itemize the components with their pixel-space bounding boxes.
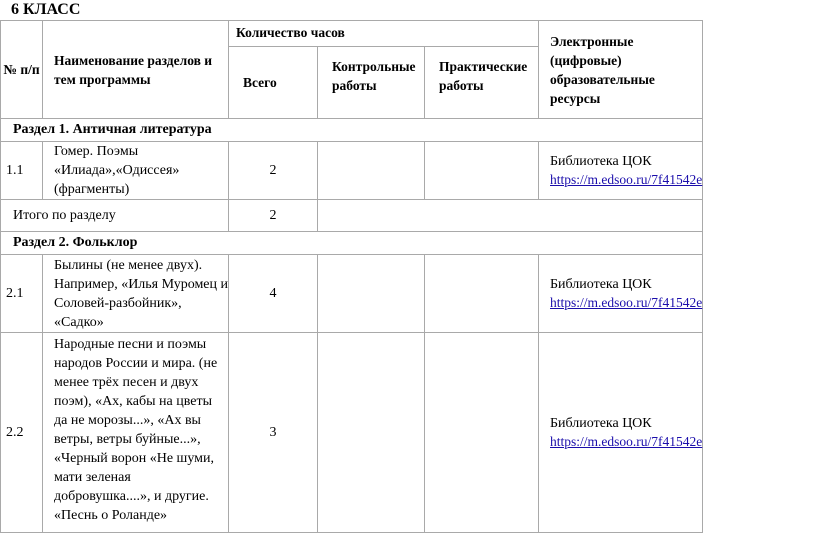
row-practical [425,255,539,333]
header-name-label: Наименование разделов и тем программы [54,52,213,87]
section-total-row [1,200,703,232]
resource-title: Библиотека ЦОК [550,415,652,431]
resource-link[interactable]: https://m.edsoo.ru/7f41542e [550,171,703,187]
row-practical [425,142,539,200]
table-row [1,142,703,200]
resource-title: Библиотека ЦОК [550,276,652,292]
row-resource [539,255,703,333]
resource-link[interactable]: https://m.edsoo.ru/7f41542e [550,294,703,310]
section-row [1,232,703,255]
section-title: Раздел 2. Фольклор [1,232,703,255]
row-total: 3 [229,333,318,533]
row-control [318,142,425,200]
header-total-label: Всего [243,75,277,90]
row-control [318,255,425,333]
class-heading: 6 КЛАСС [11,1,81,18]
row-practical [425,333,539,533]
header-total [229,47,318,119]
header-name [43,21,229,119]
header-resources-label: Электронные (цифровые) образовательные ресурсы [550,33,655,106]
row-name: Былины (не менее двух). Например, «Илья Муромец и Соловей-разбойник», «Садко» [43,255,229,333]
row-name: Гомер. Поэмы «Илиада»,«Одиссея» (фрагменты) [43,142,229,200]
row-total: 4 [229,255,318,333]
header-hours [229,21,539,47]
header-control [318,47,425,119]
resource-link[interactable]: https://m.edsoo.ru/7f41542e [550,433,703,449]
section-row [1,119,703,142]
header-practical [425,47,539,119]
resource-title: Библиотека ЦОК [550,153,652,169]
section-total-label: Итого по разделу [1,200,229,232]
header-hours-label: Количество часов [236,25,345,40]
header-num-label: № п/п [3,62,40,77]
row-num: 2.2 [1,333,43,533]
header-control-label: Контрольные работы [332,59,416,93]
table-row [1,333,703,533]
row-control [318,333,425,533]
table-row [1,255,703,333]
section-title: Раздел 1. Античная литература [1,119,703,142]
header-resources [539,21,703,119]
row-num: 1.1 [1,142,43,200]
row-num: 2.1 [1,255,43,333]
row-resource [539,142,703,200]
section-total-empty [318,200,703,232]
row-resource [539,333,703,533]
row-name: Народные песни и поэмы народов России и мира. (не менее трёх песен и двух поэм), «Ах, кабы на цветы да не морозы...», «Ах вы ветры, ветры буйные...», «Черный ворон «Не шуми, мати зеленая добровушка....», и другие. «Песнь о Роланде» [43,333,229,533]
section-total-value: 2 [229,200,318,232]
header-num [1,21,43,119]
header-practical-label: Практические работы [439,59,528,93]
row-total: 2 [229,142,318,200]
curriculum-table [0,20,703,533]
header-row-1 [1,21,703,47]
